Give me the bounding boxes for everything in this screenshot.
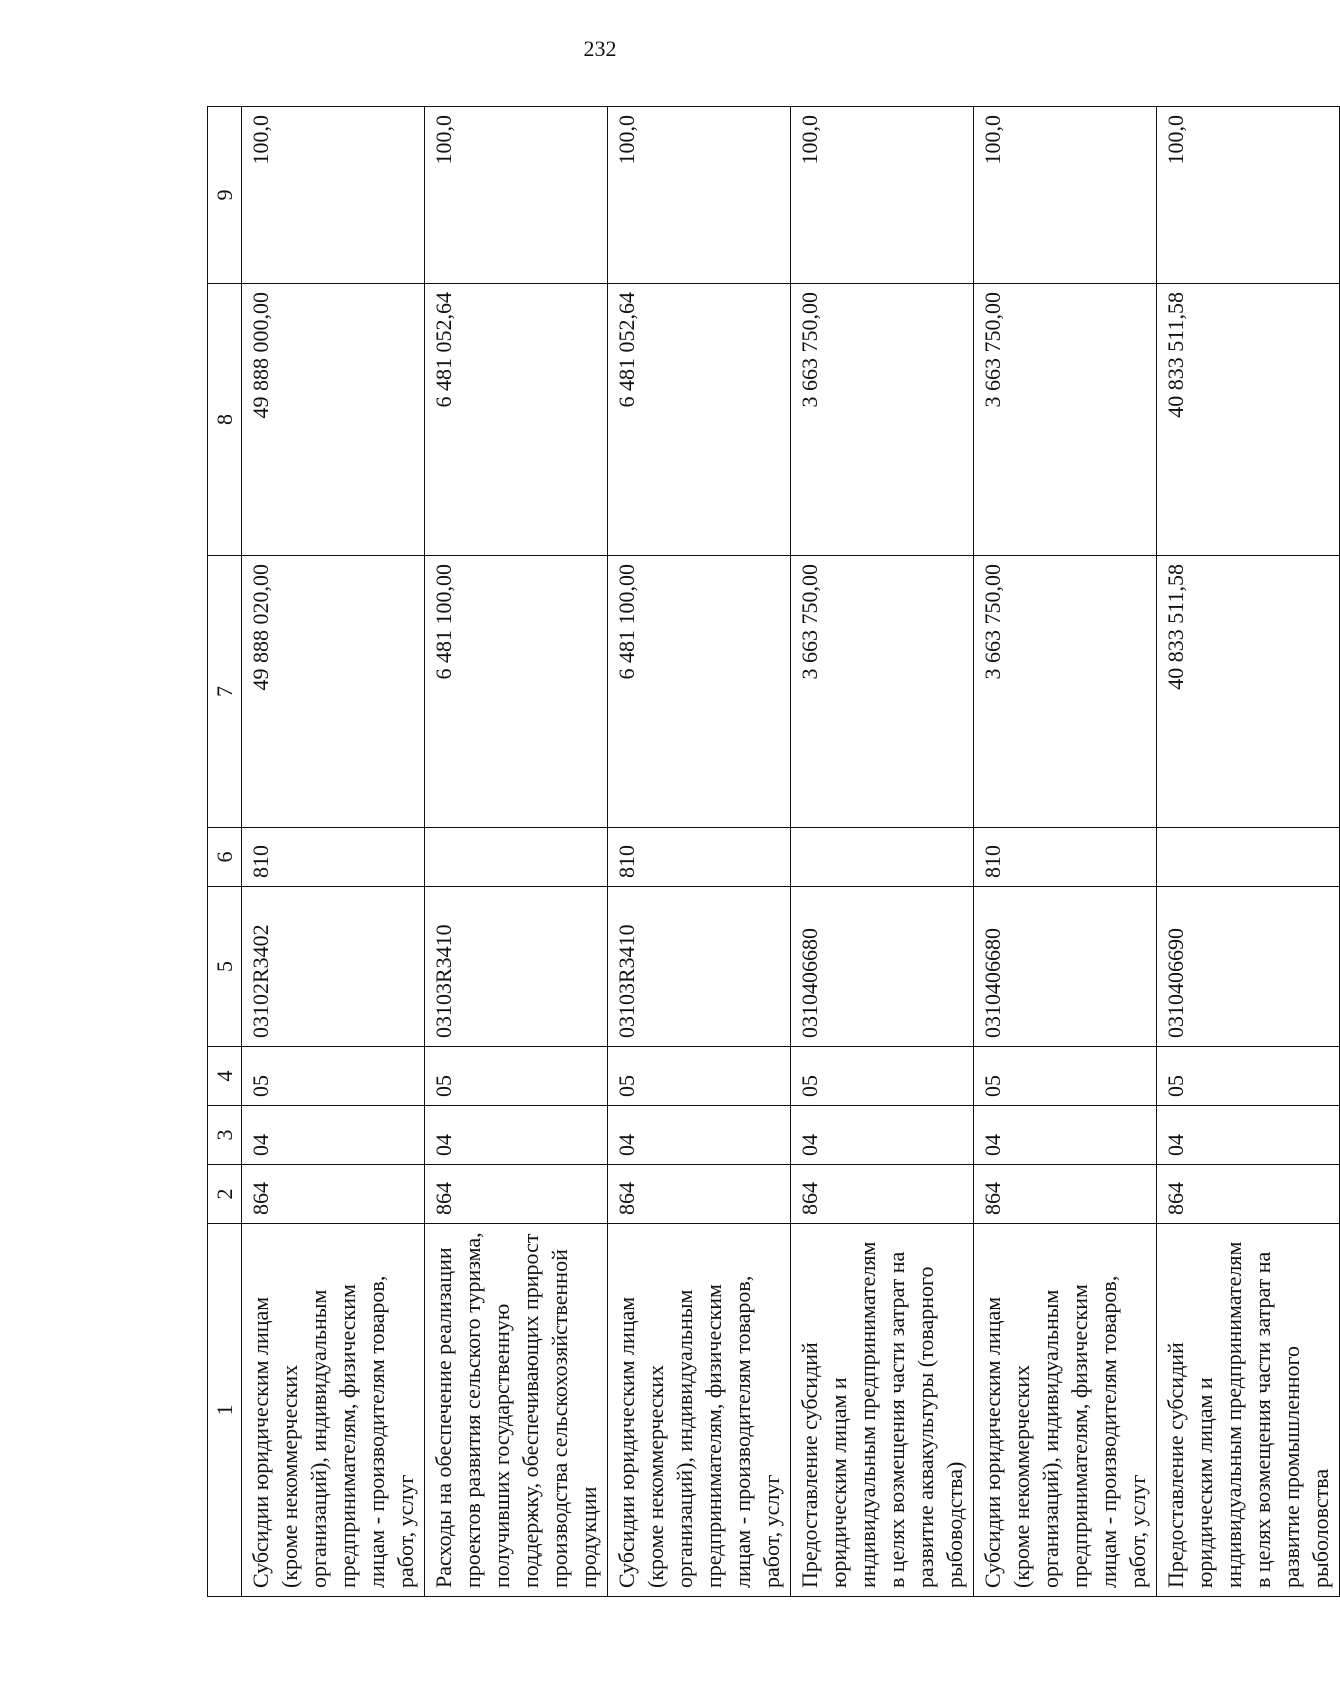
- column-header: 4: [208, 1047, 242, 1106]
- rotated-table-container: [207, 107, 1333, 1597]
- cell-col4: 05: [791, 1047, 974, 1106]
- table-row: [1157, 107, 1340, 1597]
- cell-col3: 04: [242, 1106, 425, 1165]
- cell-col5: 0310406680: [974, 887, 1157, 1047]
- cell-col3: 04: [425, 1106, 608, 1165]
- table-row: [425, 107, 608, 1597]
- cell-col9: 100,0: [791, 107, 974, 284]
- table-row: [791, 107, 974, 1597]
- cell-col6: [791, 828, 974, 887]
- cell-col2: 864: [974, 1165, 1157, 1224]
- cell-col5: 03102R3402: [242, 887, 425, 1047]
- cell-col5: 03103R3410: [425, 887, 608, 1047]
- cell-col6: 810: [974, 828, 1157, 887]
- cell-col4: 05: [974, 1047, 1157, 1106]
- row-name: Субсидии юридическим лицам (кроме некоммерческих организаций), индивидуальным предпринимателям, физическим лицам - производителям товаров, работ, услуг: [974, 1224, 1157, 1597]
- table-row: [242, 107, 425, 1597]
- cell-col4: 05: [608, 1047, 791, 1106]
- cell-col2: 864: [791, 1165, 974, 1224]
- cell-col6: [425, 828, 608, 887]
- header-row: [208, 107, 242, 1597]
- cell-col3: 04: [974, 1106, 1157, 1165]
- page-number: 232: [583, 36, 617, 61]
- cell-col7: 40 833 511,58: [1157, 556, 1340, 828]
- cell-col5: 0310406680: [791, 887, 974, 1047]
- cell-col6: [1157, 828, 1340, 887]
- column-header: 7: [208, 556, 242, 828]
- cell-col8: 6 481 052,64: [608, 284, 791, 556]
- cell-col8: 3 663 750,00: [974, 284, 1157, 556]
- column-header: 1: [208, 1224, 242, 1597]
- cell-col4: 05: [1157, 1047, 1340, 1106]
- cell-col9: 100,0: [974, 107, 1157, 284]
- row-name: Субсидии юридическим лицам (кроме некоммерческих организаций), индивидуальным предпринимателям, физическим лицам - производителям товаров, работ, услуг: [608, 1224, 791, 1597]
- column-header: 2: [208, 1165, 242, 1224]
- row-name: Предоставление субсидий юридическим лицам и индивидуальным предпринимателям в целях возмещения части затрат на развитие промышленного рыболовства: [1157, 1224, 1340, 1597]
- budget-table: [207, 106, 1340, 1597]
- cell-col9: 100,0: [425, 107, 608, 284]
- cell-col3: 04: [1157, 1106, 1340, 1165]
- cell-col4: 05: [425, 1047, 608, 1106]
- row-name: Расходы на обеспечение реализации проектов развития сельского туризма, получивших государственную поддержку, обеспечивающих прирост производства сельскохозяйственной продукции: [425, 1224, 608, 1597]
- column-header: 8: [208, 284, 242, 556]
- cell-col7: 3 663 750,00: [974, 556, 1157, 828]
- row-name: Предоставление субсидий юридическим лицам и индивидуальным предпринимателям в целях возмещения части затрат на развитие аквакультуры (товарного рыбоводства): [791, 1224, 974, 1597]
- table-row: [974, 107, 1157, 1597]
- cell-col7: 6 481 100,00: [425, 556, 608, 828]
- cell-col2: 864: [425, 1165, 608, 1224]
- cell-col9: 100,0: [608, 107, 791, 284]
- cell-col7: 49 888 020,00: [242, 556, 425, 828]
- column-header: 9: [208, 107, 242, 284]
- cell-col8: 40 833 511,58: [1157, 284, 1340, 556]
- cell-col9: 100,0: [1157, 107, 1340, 284]
- cell-col8: 6 481 052,64: [425, 284, 608, 556]
- table-row: [608, 107, 791, 1597]
- column-header: 6: [208, 828, 242, 887]
- cell-col7: 6 481 100,00: [608, 556, 791, 828]
- cell-col3: 04: [791, 1106, 974, 1165]
- cell-col6: 810: [242, 828, 425, 887]
- cell-col3: 04: [608, 1106, 791, 1165]
- row-name: Субсидии юридическим лицам (кроме некоммерческих организаций), индивидуальным предпринимателям, физическим лицам - производителям товаров, работ, услуг: [242, 1224, 425, 1597]
- cell-col8: 3 663 750,00: [791, 284, 974, 556]
- cell-col9: 100,0: [242, 107, 425, 284]
- cell-col5: 03103R3410: [608, 887, 791, 1047]
- cell-col5: 0310406690: [1157, 887, 1340, 1047]
- cell-col2: 864: [608, 1165, 791, 1224]
- cell-col2: 864: [242, 1165, 425, 1224]
- cell-col4: 05: [242, 1047, 425, 1106]
- cell-col6: 810: [608, 828, 791, 887]
- cell-col8: 49 888 000,00: [242, 284, 425, 556]
- cell-col2: 864: [1157, 1165, 1340, 1224]
- column-header: 5: [208, 887, 242, 1047]
- column-header: 3: [208, 1106, 242, 1165]
- cell-col7: 3 663 750,00: [791, 556, 974, 828]
